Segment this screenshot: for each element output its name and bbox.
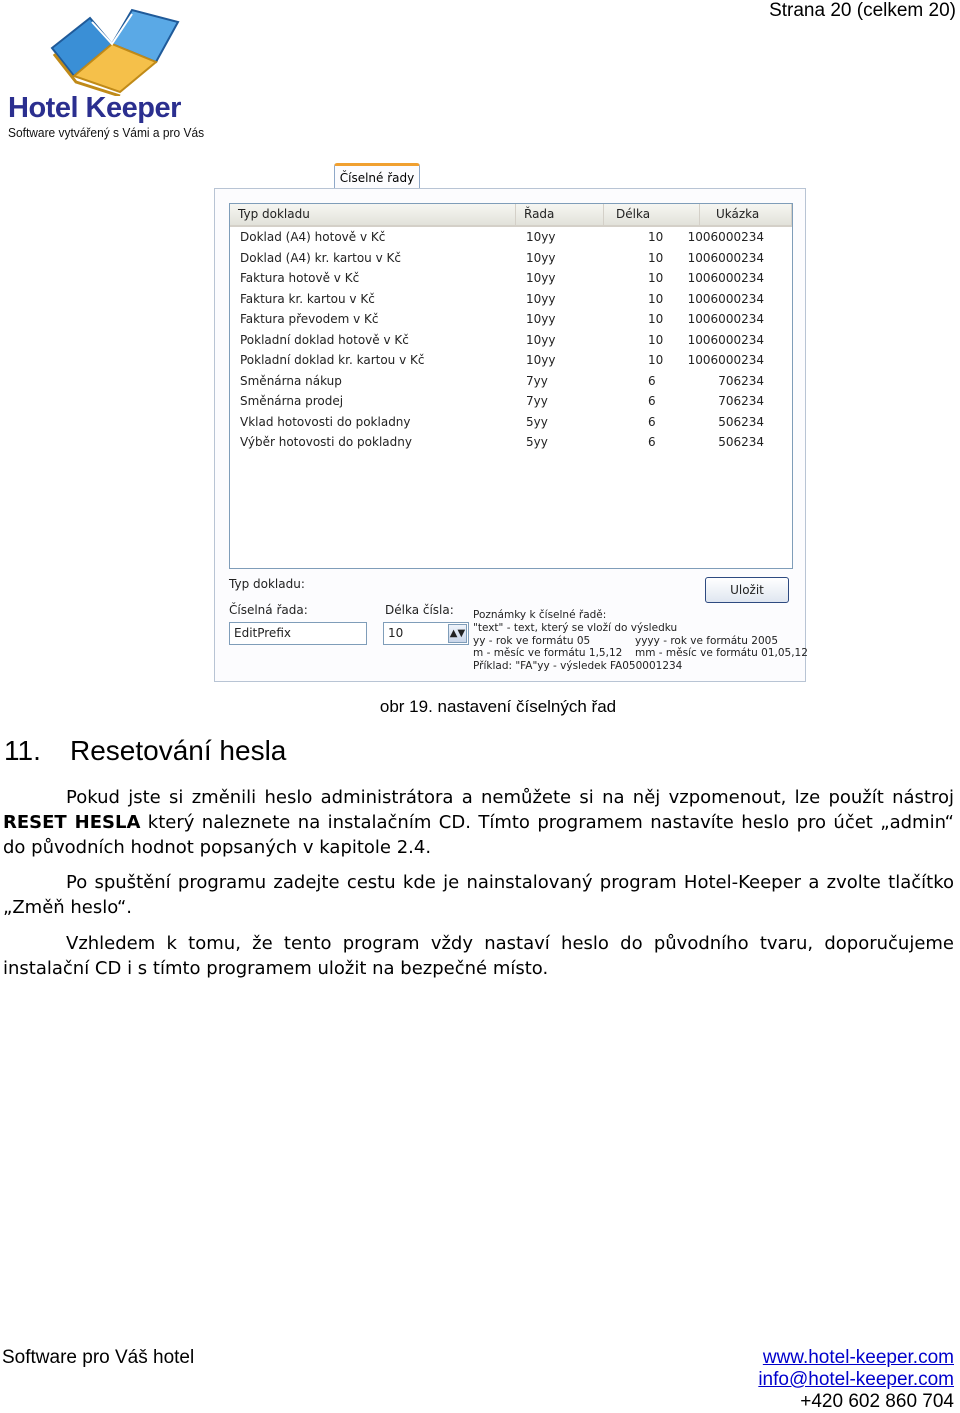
delka-cisla-spinner[interactable] xyxy=(383,622,469,645)
phone-number: +420 602 860 704 xyxy=(800,1391,954,1412)
paragraph-2-text: Po spuštění programu zadejte cestu kde je nainstalovaný program Hotel-Keeper a zvolte tlačítko „Změň heslo“. xyxy=(3,872,954,918)
spinner-arrows-icon[interactable]: ▲▼ xyxy=(448,624,467,643)
row-typ-dokladu: Vklad hotovosti do pokladny xyxy=(240,414,411,429)
save-button[interactable]: Uložit xyxy=(705,577,789,603)
row-typ-dokladu: Výběr hotovosti do pokladny xyxy=(240,435,412,449)
row-ukazka: 1006000234 xyxy=(687,312,764,326)
row-ukazka: 706234 xyxy=(718,394,764,408)
footer-contacts xyxy=(758,1347,954,1413)
row-rada: 7yy xyxy=(526,394,548,408)
row-delka: 10 xyxy=(648,332,664,347)
list-row[interactable] xyxy=(230,350,792,371)
notes-mm: mm - měsíc ve formátu 01,05,12 xyxy=(635,647,808,660)
row-delka: 10 xyxy=(648,291,664,306)
book-logo-icon xyxy=(32,4,192,96)
notes-example: Příklad: "FA"yy - výsledek FA050001234 xyxy=(473,660,683,673)
logo-brand-name: Hotel Keeper xyxy=(8,92,181,124)
row-delka: 10 xyxy=(648,250,664,265)
list-row[interactable] xyxy=(230,330,792,351)
list-body xyxy=(230,227,792,453)
row-typ-dokladu: Doklad (A4) hotově v Kč xyxy=(240,230,386,244)
list-row[interactable] xyxy=(230,391,792,412)
list-row[interactable] xyxy=(230,227,792,248)
section-title: Resetování hesla xyxy=(70,735,287,766)
tab-ciselne-rady[interactable]: Číselné řady xyxy=(334,163,420,189)
row-rada: 7yy xyxy=(526,373,548,388)
row-ukazka: 1006000234 xyxy=(687,250,764,265)
reset-hesla-tool-name: RESET HESLA xyxy=(3,812,141,833)
paragraph-1-text: Pokud jste si změnili heslo administrátora a nemůžete si na něj vzpomenout, lze použít nástroj xyxy=(66,787,954,808)
row-delka: 10 xyxy=(648,271,664,285)
number-series-list[interactable] xyxy=(229,203,793,569)
row-delka: 10 xyxy=(648,353,664,367)
notes-yyyy: yyyy - rok ve formátu 2005 xyxy=(635,634,779,647)
row-rada: 10yy xyxy=(526,332,556,347)
ciselna-rada-label: Číselná řada: xyxy=(229,603,308,617)
row-rada: 10yy xyxy=(526,353,556,367)
logo-tagline: Software vytvářený s Vámi a pro Vás xyxy=(8,125,205,140)
notes-yy: yy - rok ve formátu 05 xyxy=(473,634,591,647)
row-typ-dokladu: Pokladní doklad kr. kartou v Kč xyxy=(240,353,425,367)
number-series-screenshot xyxy=(214,163,806,682)
row-ukazka: 706234 xyxy=(718,373,764,388)
paragraph-2 xyxy=(3,870,954,920)
row-ukazka: 1006000234 xyxy=(687,230,764,244)
row-ukazka: 506234 xyxy=(718,435,764,449)
list-row[interactable] xyxy=(230,289,792,310)
column-header-typ-dokladu[interactable]: Typ dokladu xyxy=(230,204,516,225)
row-rada: 10yy xyxy=(526,250,556,265)
footer-tagline: Software pro Váš hotel xyxy=(2,1347,195,1368)
paragraph-1-text: který naleznete na instalačním CD. Tímto programem nastavíte heslo pro účet „admin“ do původních hodnot popsaných v kapitole 2.4. xyxy=(3,812,955,858)
figure-caption xyxy=(0,697,960,717)
row-ukazka: 1006000234 xyxy=(687,271,764,285)
notes-title: Poznámky k číselné řadě: xyxy=(473,609,607,621)
page-number: Strana 20 (celkem 20) xyxy=(769,0,956,21)
column-header-delka[interactable]: Délka xyxy=(604,204,700,225)
row-delka: 6 xyxy=(648,414,656,429)
row-typ-dokladu: Směnárna nákup xyxy=(240,373,342,388)
figure-caption-text: obr 19. nastavení číselných řad xyxy=(379,697,617,716)
typ-dokladu-label: Typ dokladu: xyxy=(229,577,305,591)
row-rada: 10yy xyxy=(526,312,556,326)
paragraph-3 xyxy=(3,931,954,981)
column-header-rada[interactable]: Řada xyxy=(516,204,604,225)
list-row[interactable] xyxy=(230,309,792,330)
list-row[interactable] xyxy=(230,412,792,433)
row-rada: 5yy xyxy=(526,414,548,429)
row-delka: 6 xyxy=(648,435,656,449)
settings-panel xyxy=(214,188,806,682)
list-row[interactable] xyxy=(230,268,792,289)
row-delka: 6 xyxy=(648,394,656,408)
website-link[interactable]: www.hotel-keeper.com xyxy=(762,1347,954,1368)
row-typ-dokladu: Faktura převodem v Kč xyxy=(240,312,379,326)
row-ukazka: 1006000234 xyxy=(687,353,764,367)
hotel-keeper-logo xyxy=(6,4,206,144)
row-rada: 10yy xyxy=(526,230,556,244)
row-delka: 10 xyxy=(648,312,664,326)
delka-cisla-label: Délka čísla: xyxy=(385,603,454,617)
section-heading xyxy=(4,735,286,767)
number-series-notes xyxy=(473,609,808,673)
list-row[interactable] xyxy=(230,248,792,269)
row-rada: 5yy xyxy=(526,435,548,449)
ciselna-rada-input[interactable]: EditPrefix xyxy=(229,622,367,645)
row-ukazka: 506234 xyxy=(718,414,764,429)
paragraph-3-text: Vzhledem k tomu, že tento program vždy nastaví heslo do původního tvaru, doporučujeme instalační CD i s tímto programem uložit na bezpečné místo. xyxy=(3,933,954,979)
list-row[interactable] xyxy=(230,432,792,453)
row-typ-dokladu: Pokladní doklad hotově v Kč xyxy=(240,332,409,347)
paragraph-1 xyxy=(3,785,954,860)
list-row[interactable] xyxy=(230,371,792,392)
row-typ-dokladu: Směnárna prodej xyxy=(240,394,344,408)
notes-line xyxy=(473,647,808,660)
email-link[interactable]: info@hotel-keeper.com xyxy=(758,1369,954,1390)
row-delka: 10 xyxy=(648,230,664,244)
column-header-ukazka[interactable]: Ukázka xyxy=(700,204,792,225)
row-typ-dokladu: Doklad (A4) kr. kartou v Kč xyxy=(240,250,401,265)
row-rada: 10yy xyxy=(526,291,556,306)
list-header xyxy=(230,204,792,227)
section-number: 11. xyxy=(4,735,41,766)
notes-line: "text" - text, který se vloží do výsledku xyxy=(473,621,678,634)
row-typ-dokladu: Faktura hotově v Kč xyxy=(240,271,360,285)
row-ukazka: 1006000234 xyxy=(687,291,764,306)
row-rada: 10yy xyxy=(526,271,556,285)
notes-m: m - měsíc ve formátu 1,5,12 xyxy=(473,647,623,660)
delka-cisla-value: 10 xyxy=(388,626,404,640)
row-delka: 6 xyxy=(648,373,656,388)
notes-line xyxy=(473,635,803,648)
row-typ-dokladu: Faktura kr. kartou v Kč xyxy=(240,291,375,306)
row-ukazka: 1006000234 xyxy=(687,332,764,347)
